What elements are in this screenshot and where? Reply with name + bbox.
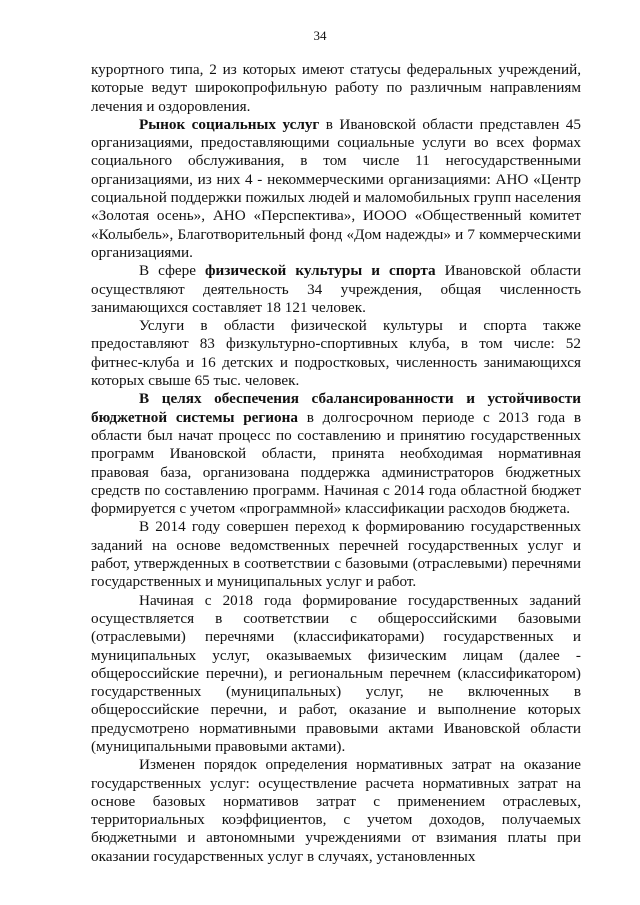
paragraph-state-tasks-2014: В 2014 году совершен переход к формированию государственных заданий на основе ведомственных перечней государственных услуг и работ, утвержденных в соответствии с базовыми (отраслевыми) перечнями государственных и муниципальных услуг и работ.: [91, 518, 581, 591]
paragraph-social-services-text: в Ивановской области представлен 45 организациями, предоставляющими социальные услуги во всех формах социального обслуживания, в том числе 11 негосударственными организациями, из них 4 - некоммерческими организациями: АНО «Центр социальной поддержки пожилых людей и маломобильных групп населения «Золотая осень», АНО «Перспектива», ИООО «Общественный комитет «Колыбель», Благотворительный фонд «Дом надежды» и 7 коммерческими организациями.: [91, 115, 582, 261]
paragraph-sport-text: Ивановской области осуществляют деятельность 34 учреждения, общая численность занимающихся составляет 18 121 человек.: [91, 262, 581, 316]
document-body: [91, 61, 581, 866]
paragraph-normative-costs: Изменен порядок определения нормативных затрат на оказание государственных услуг: осуществление расчета нормативных затрат на основе базовых нормативов затрат с применением отраслевых, территориальных коэффициентов, с учетом доходов, получаемых бюджетными и автономными учреждениями от взимания платы при оказании государственных услуг в случаях, установленных: [91, 756, 581, 865]
paragraph-resorts: курортного типа, 2 из которых имеют статусы федеральных учреждений, которые ведут широкопрофильную работу по различным направлениям лечения и оздоровления.: [91, 61, 581, 115]
paragraph-budget-text: в долгосрочном периоде с 2013 года в области был начат процесс по составлению и принятию государственных программ Ивановской области, принята необходимая нормативная правовая база, организована поддержка администраторов бюджетных средств по составлению программ. Начиная с 2014 года областной бюджет формируется с учетом «программной» классификации расходов бюджета.: [91, 408, 581, 518]
paragraph-sport-lead: В сфере: [139, 262, 206, 280]
heading-social-services-market: Рынок социальных услуг: [139, 115, 320, 133]
heading-budget-sustainability: В целях обеспечения сбалансированности и устойчивости бюджетной системы региона: [91, 390, 581, 426]
paragraph-sport-clubs: Услуги в области физической культуры и спорта также предоставляют 83 физкультурно-спортивных клуба, в том числе: 52 фитнес-клуба и 16 детских и подростковых, численность занимающихся которых свыше 65 тыс. человек.: [91, 317, 581, 390]
paragraph-social-services: [91, 116, 581, 262]
paragraph-budget: [91, 390, 581, 518]
paragraph-state-tasks-2018: Начиная с 2018 года формирование государственных заданий осуществляется в соответствии с общероссийскими базовыми (отраслевыми) перечнями (классификаторами) государственных и муниципальных услуг, оказываемых физическим лицам (далее - общероссийские перечни), и региональным перечнем (классификатором) государственных (муниципальных) услуг, не включенных в общероссийские перечни, и работ, оказание и выполнение которых предусмотрено нормативными правовыми актами Ивановской области (муниципальными правовыми актами).: [91, 591, 581, 755]
page-number: 34: [313, 28, 327, 43]
paragraph-sport: [91, 262, 581, 317]
heading-physical-culture: физической культуры и спорта: [205, 262, 436, 280]
